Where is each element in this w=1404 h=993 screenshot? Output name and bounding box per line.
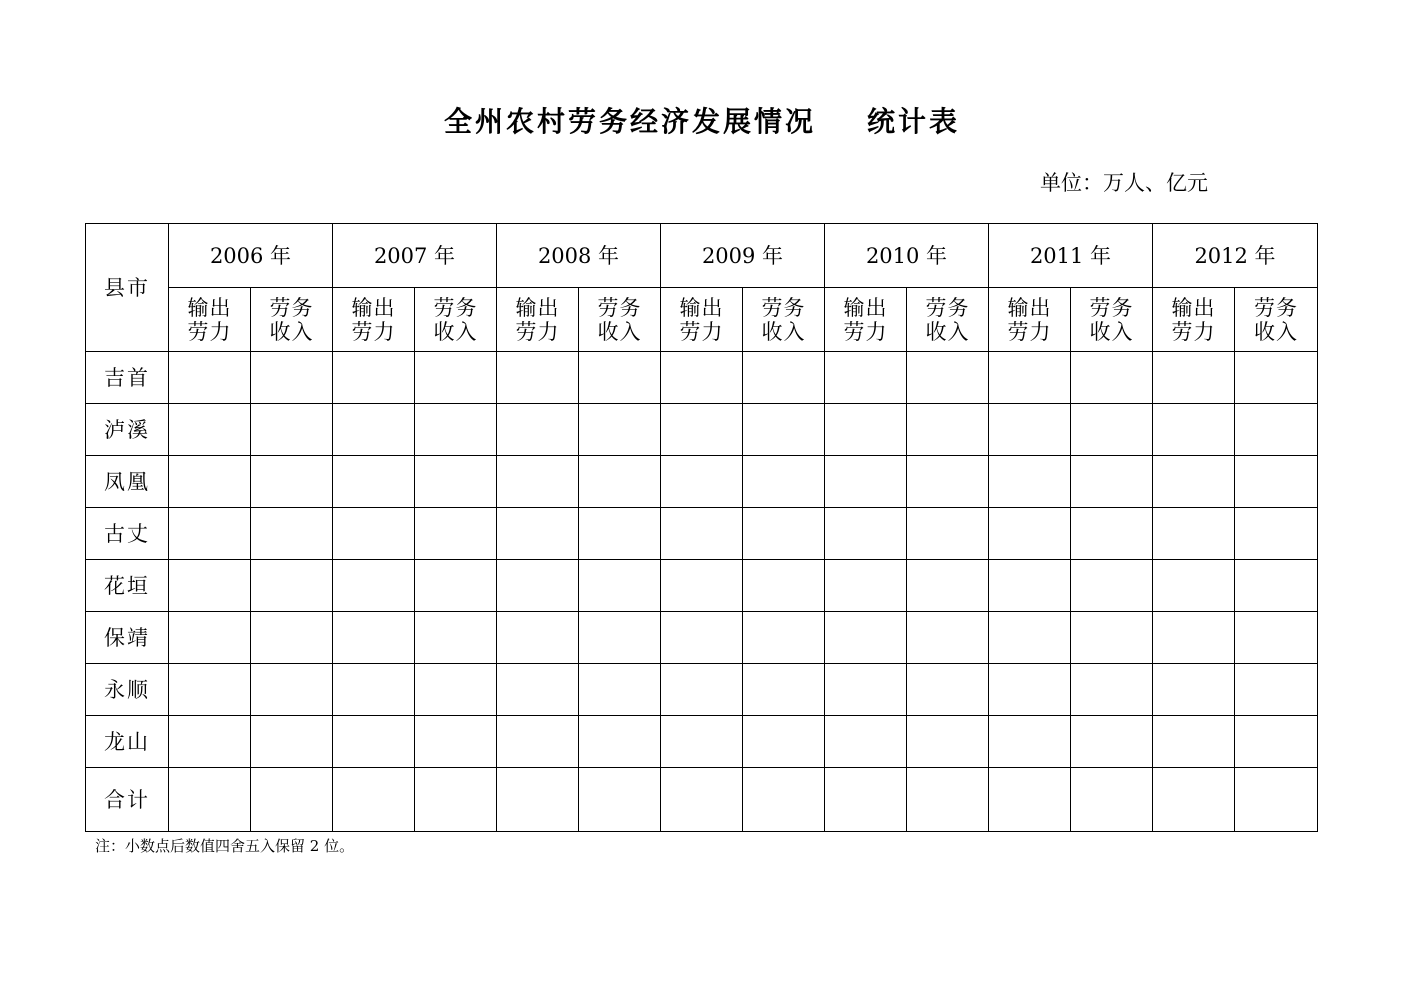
data-cell — [907, 508, 989, 560]
data-cell — [1071, 768, 1153, 832]
data-cell — [579, 456, 661, 508]
data-cell — [907, 456, 989, 508]
data-cell — [333, 456, 415, 508]
data-cell — [825, 560, 907, 612]
data-cell — [1153, 768, 1235, 832]
data-cell — [1235, 352, 1318, 404]
data-cell — [1235, 508, 1318, 560]
table-row — [86, 404, 1318, 456]
data-cell — [1153, 456, 1235, 508]
data-cell — [333, 404, 415, 456]
data-cell — [415, 352, 497, 404]
data-cell — [1071, 716, 1153, 768]
data-cell — [579, 508, 661, 560]
sub-header-labor-income — [1235, 288, 1318, 352]
data-cell — [169, 664, 251, 716]
data-cell — [743, 716, 825, 768]
table-row — [86, 716, 1318, 768]
data-cell — [825, 508, 907, 560]
data-cell — [251, 404, 333, 456]
sub-header-labor-output — [1153, 288, 1235, 352]
data-cell — [907, 612, 989, 664]
data-cell — [579, 560, 661, 612]
sub-header-labor-output — [497, 288, 579, 352]
data-cell — [1071, 612, 1153, 664]
sub-header-labor-output — [169, 288, 251, 352]
page-title: 全州农村劳务经济发展情况 统计表 — [444, 105, 960, 138]
data-cell — [1235, 456, 1318, 508]
county-name: 龙山 — [86, 716, 169, 768]
sub-header-label: 劳务收入 — [269, 295, 314, 344]
sub-header-labor-income — [907, 288, 989, 352]
data-cell — [743, 768, 825, 832]
data-cell — [1071, 352, 1153, 404]
county-name: 凤凰 — [86, 456, 169, 508]
data-cell — [251, 664, 333, 716]
data-cell — [251, 456, 333, 508]
sub-header-label: 劳务收入 — [433, 295, 478, 344]
data-cell — [907, 352, 989, 404]
data-cell — [825, 664, 907, 716]
data-cell — [333, 768, 415, 832]
sub-header-labor-income — [415, 288, 497, 352]
county-name: 古丈 — [86, 508, 169, 560]
unit-label: 单位：万人、亿元 — [1040, 171, 1208, 195]
data-cell — [661, 768, 743, 832]
county-name: 泸溪 — [86, 404, 169, 456]
data-cell — [415, 612, 497, 664]
data-cell — [1235, 768, 1318, 832]
data-cell — [497, 716, 579, 768]
data-cell — [989, 560, 1071, 612]
data-cell — [1153, 612, 1235, 664]
data-cell — [1153, 560, 1235, 612]
data-cell — [497, 612, 579, 664]
data-cell — [907, 404, 989, 456]
sub-header-row — [86, 288, 1318, 352]
sub-header-label: 劳务收入 — [1089, 295, 1134, 344]
data-cell — [661, 664, 743, 716]
data-cell — [825, 612, 907, 664]
data-cell — [989, 768, 1071, 832]
data-cell — [1153, 404, 1235, 456]
data-cell — [1071, 456, 1153, 508]
data-cell — [989, 716, 1071, 768]
data-cell — [989, 664, 1071, 716]
data-cell — [333, 560, 415, 612]
data-cell — [497, 456, 579, 508]
data-cell — [1235, 716, 1318, 768]
data-cell — [169, 456, 251, 508]
data-cell — [661, 612, 743, 664]
total-label: 合计 — [86, 768, 169, 832]
county-name: 花垣 — [86, 560, 169, 612]
data-cell — [661, 404, 743, 456]
data-cell — [743, 404, 825, 456]
data-cell — [907, 664, 989, 716]
sub-header-label: 输出劳力 — [843, 295, 888, 344]
data-cell — [415, 508, 497, 560]
data-cell — [825, 716, 907, 768]
data-cell — [1153, 716, 1235, 768]
data-cell — [497, 508, 579, 560]
county-name: 吉首 — [86, 352, 169, 404]
data-cell — [661, 560, 743, 612]
table-row — [86, 664, 1318, 716]
county-name: 永顺 — [86, 664, 169, 716]
data-cell — [251, 612, 333, 664]
data-cell — [579, 768, 661, 832]
table-row — [86, 456, 1318, 508]
data-cell — [743, 508, 825, 560]
data-cell — [989, 508, 1071, 560]
sub-header-label: 输出劳力 — [351, 295, 396, 344]
data-cell — [989, 456, 1071, 508]
data-cell — [333, 716, 415, 768]
data-cell — [825, 456, 907, 508]
data-cell — [1235, 664, 1318, 716]
county-name: 保靖 — [86, 612, 169, 664]
sub-header-label: 输出劳力 — [1171, 295, 1216, 344]
data-cell — [825, 352, 907, 404]
data-cell — [1235, 404, 1318, 456]
sub-header-labor-income — [251, 288, 333, 352]
total-row — [86, 768, 1318, 832]
sub-header-labor-income — [743, 288, 825, 352]
footnote: 注：小数点后数值四舍五入保留 2 位。 — [95, 837, 355, 855]
data-cell — [415, 560, 497, 612]
data-cell — [989, 404, 1071, 456]
sub-header-labor-output — [989, 288, 1071, 352]
data-cell — [743, 612, 825, 664]
data-cell — [333, 352, 415, 404]
sub-header-label: 劳务收入 — [1254, 295, 1298, 344]
year-header: 2011 年 — [989, 224, 1153, 288]
data-cell — [169, 560, 251, 612]
table-row — [86, 612, 1318, 664]
data-cell — [661, 456, 743, 508]
data-cell — [743, 664, 825, 716]
county-header: 县市 — [86, 224, 169, 352]
sub-header-label: 劳务收入 — [761, 295, 806, 344]
data-cell — [169, 352, 251, 404]
data-cell — [1235, 560, 1318, 612]
data-cell — [1071, 560, 1153, 612]
data-cell — [333, 664, 415, 716]
data-cell — [1235, 612, 1318, 664]
data-cell — [661, 508, 743, 560]
data-cell — [825, 768, 907, 832]
data-cell — [989, 352, 1071, 404]
sub-header-labor-income — [579, 288, 661, 352]
table-row — [86, 508, 1318, 560]
data-cell — [251, 716, 333, 768]
data-cell — [169, 612, 251, 664]
year-header: 2007 年 — [333, 224, 497, 288]
data-cell — [169, 716, 251, 768]
data-cell — [1153, 508, 1235, 560]
sub-header-labor-output — [661, 288, 743, 352]
sub-header-labor-output — [825, 288, 907, 352]
sub-header-label: 劳务收入 — [597, 295, 642, 344]
data-cell — [661, 352, 743, 404]
table-body — [86, 352, 1318, 832]
data-cell — [579, 716, 661, 768]
year-header-row — [86, 224, 1318, 288]
data-cell — [497, 768, 579, 832]
sub-header-labor-income — [1071, 288, 1153, 352]
table-row — [86, 560, 1318, 612]
sub-header-label: 输出劳力 — [515, 295, 560, 344]
year-header: 2012 年 — [1153, 224, 1318, 288]
data-cell — [825, 404, 907, 456]
data-cell — [1071, 404, 1153, 456]
data-cell — [743, 560, 825, 612]
sub-header-label: 劳务收入 — [925, 295, 970, 344]
data-cell — [415, 716, 497, 768]
data-cell — [579, 352, 661, 404]
data-cell — [497, 560, 579, 612]
data-cell — [497, 404, 579, 456]
data-cell — [415, 768, 497, 832]
data-cell — [1071, 664, 1153, 716]
year-header: 2006 年 — [169, 224, 333, 288]
data-cell — [1153, 664, 1235, 716]
data-cell — [251, 508, 333, 560]
table-row — [86, 352, 1318, 404]
data-cell — [251, 352, 333, 404]
data-cell — [415, 664, 497, 716]
sub-header-label: 输出劳力 — [1007, 295, 1052, 344]
data-cell — [743, 352, 825, 404]
data-cell — [497, 664, 579, 716]
data-cell — [1071, 508, 1153, 560]
data-cell — [907, 560, 989, 612]
year-header: 2009 年 — [661, 224, 825, 288]
data-cell — [1153, 352, 1235, 404]
sub-header-label: 输出劳力 — [679, 295, 724, 344]
data-cell — [907, 716, 989, 768]
data-cell — [251, 768, 333, 832]
data-cell — [661, 716, 743, 768]
data-cell — [333, 612, 415, 664]
data-cell — [907, 768, 989, 832]
data-cell — [415, 456, 497, 508]
sub-header-label: 输出劳力 — [187, 295, 232, 344]
data-cell — [743, 456, 825, 508]
data-cell — [415, 404, 497, 456]
data-cell — [579, 664, 661, 716]
data-cell — [169, 768, 251, 832]
data-cell — [579, 612, 661, 664]
data-cell — [251, 560, 333, 612]
data-cell — [989, 612, 1071, 664]
data-cell — [497, 352, 579, 404]
year-header: 2008 年 — [497, 224, 661, 288]
data-cell — [579, 404, 661, 456]
data-cell — [169, 508, 251, 560]
data-cell — [169, 404, 251, 456]
sub-header-labor-output — [333, 288, 415, 352]
statistics-table — [85, 223, 1318, 832]
year-header: 2010 年 — [825, 224, 989, 288]
data-cell — [333, 508, 415, 560]
